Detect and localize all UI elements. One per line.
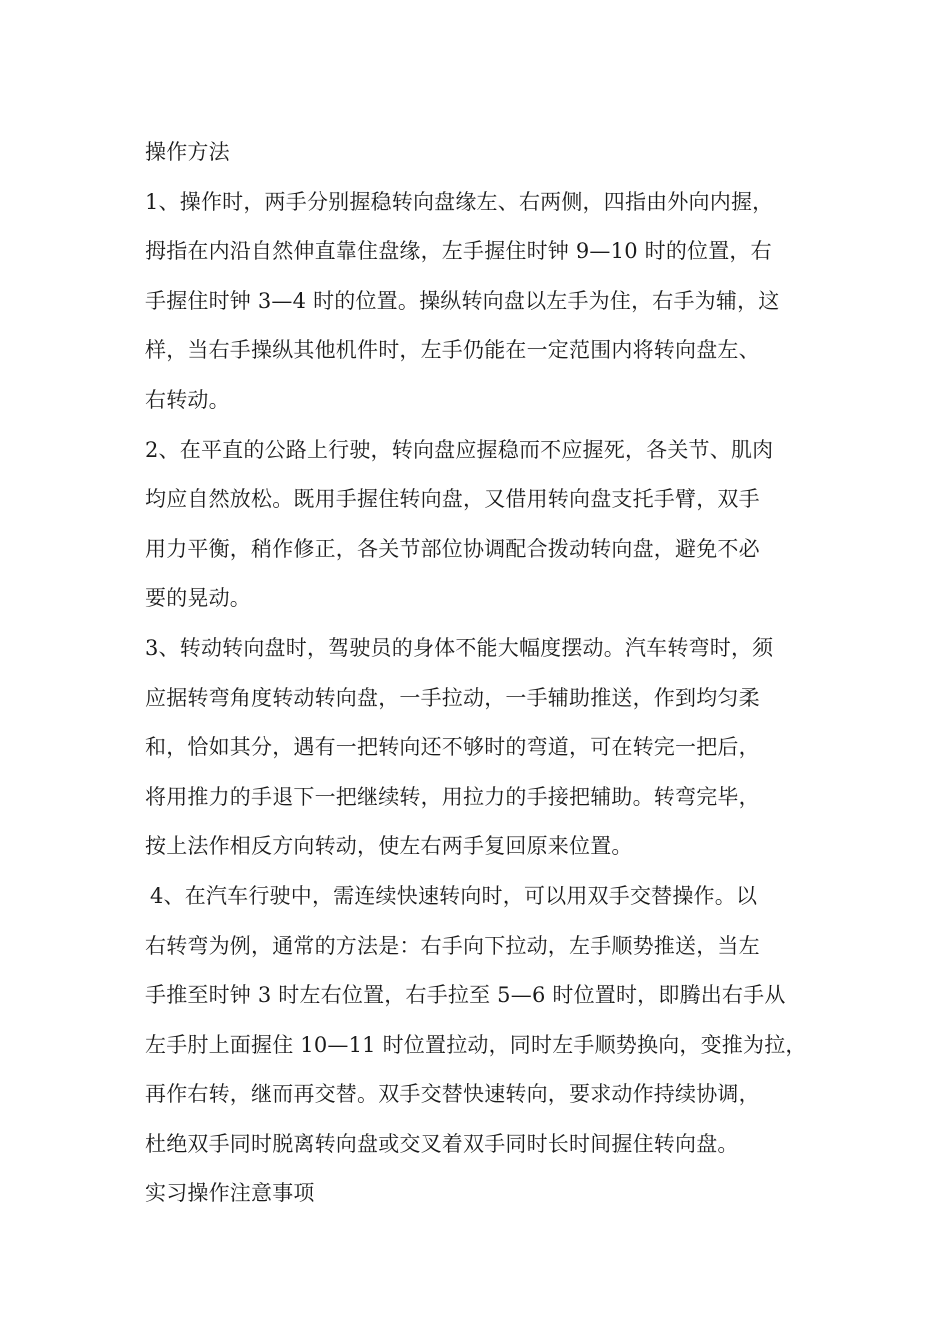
paragraph-line: 2、在平直的公路上行驶，转向盘应握稳而不应握死，各关节、肌肉 (145, 437, 774, 462)
paragraph-4 (145, 872, 825, 1170)
paragraph-line: 将用推力的手退下一把继续转，用拉力的手接把辅助。转弯完毕， (145, 784, 760, 809)
paragraph-line: 手握住时钟 3—4 时的位置。操纵转向盘以左手为住，右手为辅，这 (145, 288, 780, 313)
paragraph-line: 手推至时钟 3 时左右位置，右手拉至 5—6 时位置时，即腾出右手从 (145, 983, 786, 1008)
paragraph-1 (145, 178, 825, 426)
paragraph-line: 杜绝双手同时脱离转向盘或交叉着双手同时长时间握住转向盘。 (145, 1131, 739, 1156)
paragraph-line: 用力平衡，稍作修正，各关节部位协调配合拨动转向盘，避免不必 (145, 536, 760, 561)
paragraph-line: 再作右转，继而再交替。双手交替快速转向，要求动作持续协调， (145, 1082, 760, 1107)
paragraph-line: 均应自然放松。既用手握住转向盘，又借用转向盘支托手臂，双手 (145, 487, 760, 512)
paragraph-line: 左手肘上面握住 10—11 时位置拉动，同时左手顺势换向，变推为拉， (145, 1032, 807, 1057)
section-subheading: 实习操作注意事项 (145, 1181, 315, 1206)
paragraph-line: 样，当右手操纵其他机件时，左手仍能在一定范围内将转向盘左、 (145, 338, 760, 363)
paragraph-line: 和，恰如其分，遇有一把转向还不够时的弯道，可在转完一把后， (145, 735, 760, 760)
paragraph-2 (145, 426, 825, 624)
paragraph-3 (145, 624, 825, 872)
paragraph-line: 3、转动转向盘时，驾驶员的身体不能大幅度摆动。汽车转弯时，须 (145, 635, 774, 660)
paragraph-line: 按上法作相反方向转动，使左右两手复回原来位置。 (145, 834, 633, 859)
paragraph-line: 右转动。 (145, 387, 230, 412)
paragraph-line: 4、在汽车行驶中，需连续快速转向时，可以用双手交替操作。以 (150, 883, 758, 908)
section-heading: 操作方法 (145, 140, 230, 164)
paragraph-line: 1、操作时，两手分别握稳转向盘缘左、右两侧，四指由外向内握， (145, 189, 774, 214)
paragraph-line: 拇指在内沿自然伸直靠住盘缘，左手握住时钟 9—10 时的位置，右 (145, 239, 772, 264)
paragraph-line: 要的晃动。 (145, 586, 251, 611)
paragraph-line: 应据转弯角度转动转向盘，一手拉动，一手辅助推送，作到均匀柔 (145, 685, 760, 710)
paragraph-line: 右转弯为例，通常的方法是：右手向下拉动，左手顺势推送，当左 (145, 933, 760, 958)
document-page (145, 128, 825, 1219)
